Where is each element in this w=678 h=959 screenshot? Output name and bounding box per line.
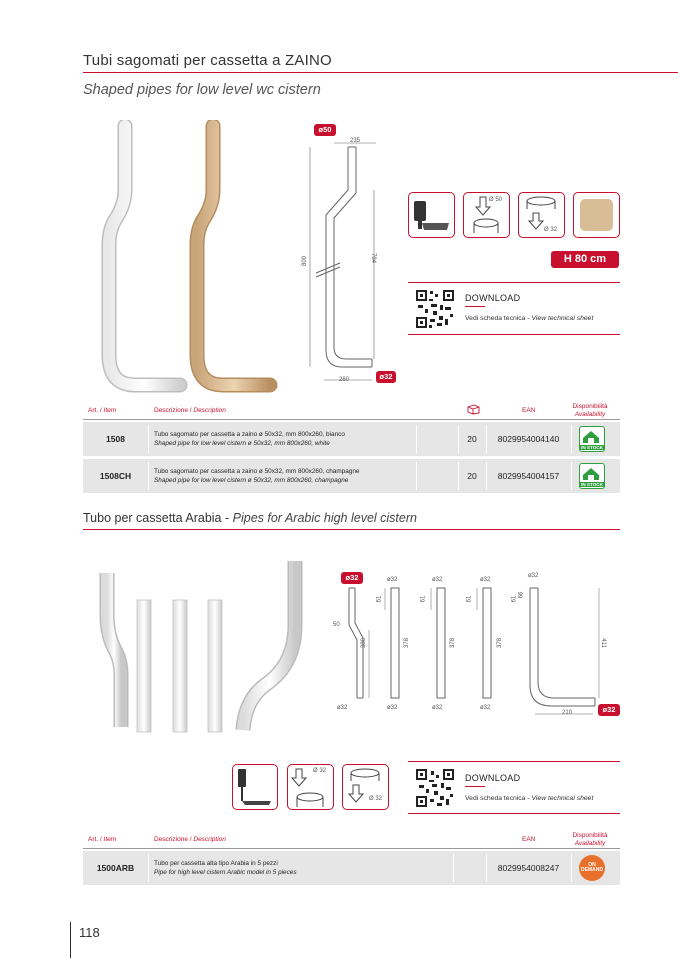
table1-head-availability — [569, 403, 611, 420]
dim-top: 235 — [350, 138, 361, 144]
drawing3-d2: 378 — [450, 637, 457, 649]
download2-subtitle-en: View technical sheet — [531, 795, 594, 802]
download2-top-rule — [408, 761, 620, 762]
availability-badge — [577, 422, 607, 456]
diameter-tag-32: ø32 — [376, 371, 396, 383]
table2-head-item-en: Item — [103, 836, 117, 843]
section1-title: Tubi sagomati per cassetta a ZAINO — [83, 52, 332, 69]
drawing5-top: ø32 — [528, 573, 539, 579]
icon2-label-o32b: Ø 32 — [369, 796, 383, 802]
drawing2-top: ø32 — [387, 577, 398, 583]
row-code: 1500ARB — [96, 863, 135, 873]
drawing4-d1: 61 — [511, 595, 518, 603]
drawing4-top: ø32 — [480, 577, 491, 583]
table1-head-item — [88, 407, 116, 414]
section1-subtitle: Shaped pipes for low level wc cistern — [83, 82, 321, 98]
download2-subtitle-it: Vedi scheda tecnica - — [465, 795, 532, 802]
download2-bottom-rule — [408, 813, 620, 814]
drawing3-bottom: ø32 — [432, 705, 443, 711]
download2-title[interactable]: DOWNLOAD — [465, 773, 521, 783]
row-desc-it: Tubo sagomato per cassetta a zaino ø 50x32, mm 800x260, champagne — [154, 467, 360, 475]
row-desc-en: Shaped pipe for low level cistern ø 50x32, mm 800x260, white — [154, 440, 330, 447]
drawing3-d1: 61 — [466, 595, 473, 603]
diameter-tag-32-a: ø32 — [341, 572, 363, 584]
high-cistern-icon — [232, 764, 278, 810]
download-title-underline — [465, 306, 485, 307]
section1-technical-drawing — [300, 135, 390, 390]
table1-head-desc — [154, 407, 226, 414]
drawing5-d2: 411 — [599, 638, 606, 648]
download-subtitle-en: View technical sheet — [531, 315, 594, 322]
pipe-o50-icon — [463, 192, 510, 238]
table1-head-avail-it: Disponibilità — [572, 403, 608, 410]
dim-height-inner: 784 — [370, 252, 377, 264]
icon-label-o32: Ø 32 — [544, 227, 558, 233]
download-top-rule — [408, 282, 620, 283]
height-badge: H 80 cm — [551, 251, 619, 268]
row-desc-en: Shaped pipe for low level cistern ø 50x32, mm 800x260, champagne — [154, 477, 349, 484]
drawing5-d1: 66 — [518, 591, 525, 599]
table1-head-ean: EAN — [522, 407, 536, 414]
row-ean: 8029954004140 — [497, 434, 560, 444]
table2-head-desc — [154, 836, 226, 843]
drawing1-d2: 380 — [361, 637, 368, 649]
availability-badge — [577, 851, 607, 885]
color-swatch-icon — [573, 192, 620, 238]
drawing1-offset: 50 — [333, 622, 340, 628]
row-description — [148, 459, 416, 493]
row-desc-it: Tubo per cassetta alta tipo Arabia in 5 pezzi — [154, 859, 278, 867]
availability-badge — [577, 459, 607, 493]
download-subtitle[interactable] — [465, 315, 593, 322]
in-stock-icon — [579, 463, 605, 489]
download2-title-underline — [465, 786, 485, 787]
row-ean: 8029954008247 — [497, 863, 560, 873]
on-demand-label-2: DEMAND — [581, 867, 603, 873]
section2-title-it: Tubo per cassetta Arabia - — [83, 511, 233, 525]
download-bottom-rule — [408, 334, 620, 335]
table1-head-item-it: Art. / — [88, 407, 104, 414]
row-description — [148, 422, 416, 456]
table2-head-ean: EAN — [522, 836, 536, 843]
table-row — [83, 851, 620, 885]
section2-title-en: Pipes for Arabic high level cistern — [232, 511, 417, 525]
table2-head-avail-it: Disponibilità — [572, 832, 608, 839]
page-number-bar — [70, 922, 71, 958]
drawing3-top: ø32 — [432, 577, 443, 583]
table1-head-avail-en: Availability — [574, 411, 606, 419]
drawing4-d2: 378 — [497, 637, 504, 649]
row-qty: 20 — [467, 471, 477, 481]
row-desc-it: Tubo sagomato per cassetta a zaino ø 50x32, mm 800x260, bianco — [154, 430, 345, 438]
table2-head-avail-en: Availability — [574, 840, 606, 848]
table-row — [83, 422, 620, 456]
pipe-o32-icon — [518, 192, 565, 238]
dim-bottom: 260 — [339, 377, 350, 383]
row-qty: 20 — [467, 434, 477, 444]
row-code: 1508CH — [99, 471, 132, 481]
table2-head-rule — [83, 848, 620, 849]
dim-height-outer: 800 — [302, 255, 309, 267]
package-icon — [466, 403, 480, 415]
drawing2-bottom: ø32 — [387, 705, 398, 711]
icon-label-o50: Ø 50 — [489, 197, 503, 203]
download-subtitle-it: Vedi scheda tecnica - — [465, 315, 532, 322]
section2-technical-drawings — [325, 580, 625, 720]
qr-code-icon[interactable] — [415, 289, 455, 329]
table2-head-desc-it: Descrizione / — [154, 836, 194, 843]
icon2-label-o32a: Ø 32 — [313, 768, 327, 774]
table2-head-desc-en: Description — [193, 836, 226, 843]
row-code: 1508 — [106, 434, 125, 444]
diameter-tag-50: ø50 — [314, 124, 336, 136]
cistern-icon — [408, 192, 455, 238]
table2-head-availability — [569, 832, 611, 849]
table2-head-item-it: Art. / — [88, 836, 104, 843]
section2-title-rule — [83, 529, 620, 530]
drawing5-bottom: 210 — [562, 710, 573, 716]
section1-title-rule — [83, 72, 678, 73]
qr-code-icon[interactable] — [415, 768, 455, 808]
on-demand-icon — [579, 855, 605, 881]
table1-head-desc-it: Descrizione / — [154, 407, 194, 414]
pipe-o32-up-icon — [342, 764, 389, 810]
drawing1-d1: 61 — [376, 595, 383, 603]
download-title[interactable]: DOWNLOAD — [465, 293, 521, 303]
table1-head-item-en: Item — [103, 407, 117, 414]
in-stock-label: IN STOCK — [581, 445, 603, 450]
section1-product-image — [95, 120, 285, 395]
drawing2-d2: 378 — [404, 637, 411, 649]
diameter-tag-32-b: ø32 — [598, 704, 620, 716]
table2-head-item — [88, 836, 116, 843]
drawing4-bottom: ø32 — [480, 705, 491, 711]
table-row — [83, 459, 620, 493]
row-ean: 8029954004157 — [497, 471, 560, 481]
drawing1-bottom: ø32 — [337, 705, 348, 711]
page-number: 118 — [79, 925, 100, 940]
table1-head-desc-en: Description — [193, 407, 226, 414]
section2-product-image — [95, 555, 305, 740]
download2-subtitle[interactable] — [465, 795, 593, 802]
row-description — [148, 851, 448, 885]
table1-head-rule — [83, 419, 620, 420]
in-stock-icon — [579, 426, 605, 452]
in-stock-label: IN STOCK — [581, 482, 603, 487]
pipe-o32-down-icon — [287, 764, 334, 810]
row-desc-en: Pipe for high level cistern Arabic model in 5 pieces — [154, 869, 297, 876]
section2-title — [83, 511, 417, 525]
drawing2-d1: 61 — [420, 595, 427, 603]
on-demand-label-1: ON — [588, 861, 596, 868]
